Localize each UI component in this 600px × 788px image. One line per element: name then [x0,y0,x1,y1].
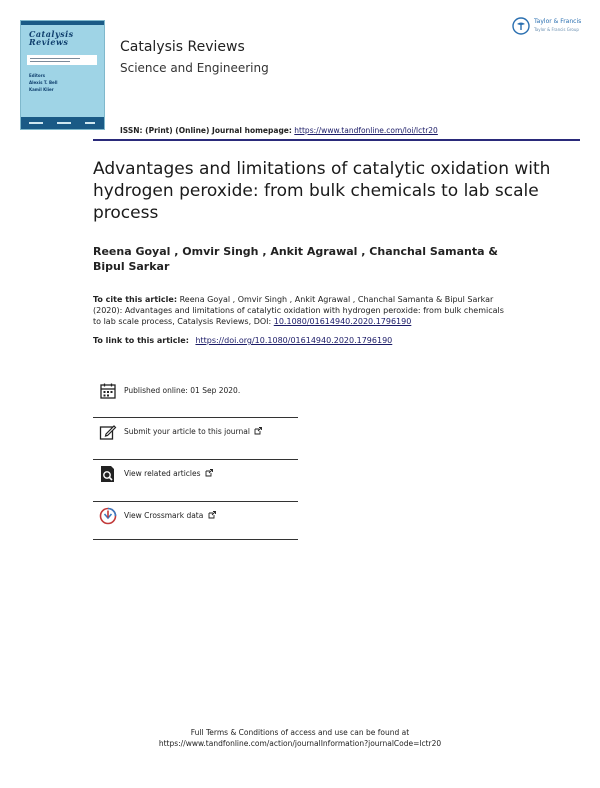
divider [93,417,298,418]
citation-label: To cite this article: [93,295,178,304]
publisher-logo-tagline: Taylor & Francis Group [534,27,579,32]
footer [100,727,500,749]
crossmark-label: View Crossmark data [124,511,204,520]
article-authors: Reena Goyal , Omvir Singh , Ankit Agrawal , Chanchal Samanta & Bipul Sarkar [93,245,498,273]
publisher-logo-text: Taylor & Francis [534,18,582,25]
article-title: Advantages and limitations of catalytic oxidation with hydrogen peroxide: from bulk chemicals to lab scale process [93,159,551,223]
citation-block [93,294,513,327]
article-link-line [93,336,513,345]
divider [93,459,298,460]
crossmark-link[interactable] [124,511,216,520]
article-actions-panel [93,382,298,542]
citation-text: Reena Goyal , Omvir Singh , Ankit Agrawal , Chanchal Samanta & Bipul Sarkar (2020): Advantages and limitations of catalytic oxidation with hydrogen peroxide: from bulk chemicals to lab scale process, Catalysis Reviews, DOI: [93,295,504,326]
submit-article-row[interactable] [93,423,298,463]
document-search-icon [99,465,117,483]
published-online-row [93,382,298,422]
related-articles-link[interactable] [124,469,213,478]
divider [93,501,298,502]
footer-terms-url[interactable]: https://www.tandfonline.com/action/journalInformation?journalCode=lctr20 [158,739,442,748]
publisher-logo[interactable] [512,17,584,37]
issn-line [120,126,438,135]
article-link-label: To link to this article: [93,336,189,345]
cover-bottom-stripe [21,117,104,129]
related-articles-label: View related articles [124,469,201,478]
journal-name: Catalysis Reviews [120,39,245,55]
cover-editor-2: Kamil Klier [29,87,54,92]
header-rule [93,139,580,141]
issn-label: ISSN: (Print) (Online) Journal homepage: [120,126,292,135]
journal-homepage-link[interactable]: https://www.tandfonline.com/loi/lctr20 [294,126,438,135]
crossmark-row[interactable] [93,507,298,547]
journal-subtitle: Science and Engineering [120,61,269,75]
divider [93,539,298,540]
submit-article-label: Submit your article to this journal [124,427,250,436]
related-articles-row[interactable] [93,465,298,505]
cover-editors-label: Editors [29,73,45,78]
article-doi-url[interactable]: https://doi.org/10.1080/01614940.2020.1796190 [195,336,393,345]
external-link-icon [205,469,213,477]
external-link-icon [208,511,216,519]
journal-cover [20,20,105,130]
submit-article-link[interactable] [124,427,262,436]
external-link-icon [254,427,262,435]
published-online-label: Published online: 01 Sep 2020. [124,386,241,395]
cover-title-line1: Catalysis [29,29,74,39]
cover-top-stripe [21,21,104,25]
publisher-logo-icon [512,17,530,35]
edit-icon [99,423,117,441]
crossmark-icon [99,507,117,525]
cover-subtitle-band [27,55,97,65]
cover-title-line2: Reviews [29,37,69,47]
footer-terms-line: Full Terms & Conditions of access and use can be found at [190,728,410,737]
calendar-icon [99,382,117,400]
citation-doi-link[interactable]: 10.1080/01614940.2020.1796190 [273,317,412,326]
cover-editor-1: Alexis T. Bell [29,80,58,85]
